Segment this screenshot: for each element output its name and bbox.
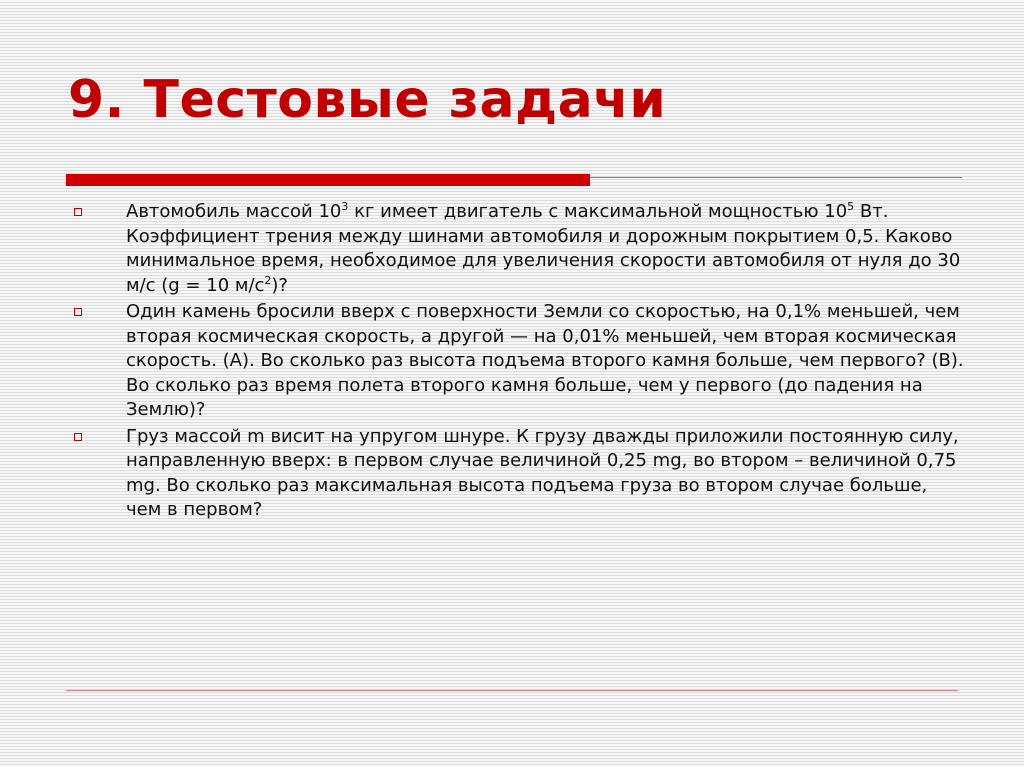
title-underline-bar — [66, 174, 590, 186]
square-outline-icon — [74, 308, 82, 316]
task-text — [126, 201, 960, 296]
square-outline-icon — [74, 433, 82, 441]
task-text — [126, 301, 964, 420]
page-title: 9. Тестовые задачи — [68, 70, 667, 130]
text-run: Автомобиль массой 10 — [126, 201, 342, 222]
text-run: кг имеет двигатель с максимальной мощностью 10 — [348, 201, 848, 222]
superscript: 2 — [264, 273, 272, 287]
task-text — [126, 426, 959, 521]
text-run: )? — [271, 274, 288, 296]
superscript: 3 — [341, 200, 349, 213]
list-item — [68, 300, 968, 423]
text-run: Вт. Коэффициент трения между шинами автомобиля и дорожным покрытием 0,5. Каково минимальное время, необходимое для увеличения скорости автомобиля от нуля до 30 м/с (g = 10 м/с — [126, 201, 961, 296]
title-underline-rule — [590, 177, 962, 178]
list-item — [68, 425, 968, 523]
task-list — [68, 200, 968, 525]
square-outline-icon — [74, 208, 82, 216]
text-run: Один камень бросили вверх с поверхности Земли со скоростью, на 0,1% меньшей, чем вторая космическая скорость, а другой — на 0,01% меньшей, чем вторая космическая скорость. (А). Во сколько раз высота подъема второго камня больше, чем первого? (В). Во сколько раз время полета второго камня больше, чем у первого (до падения на Землю)? — [126, 301, 964, 420]
footer-divider — [66, 690, 958, 691]
text-run: Груз массой m висит на упругом шнуре. К грузу дважды приложили постоянную силу, направленную вверх: в первом случае величиной 0,25 mg, во втором – величиной 0,75 mg. Во сколько раз максимальная высота подъема груза во втором случае больше, чем в первом? — [126, 425, 959, 520]
superscript: 5 — [847, 200, 855, 213]
list-item — [68, 200, 968, 298]
